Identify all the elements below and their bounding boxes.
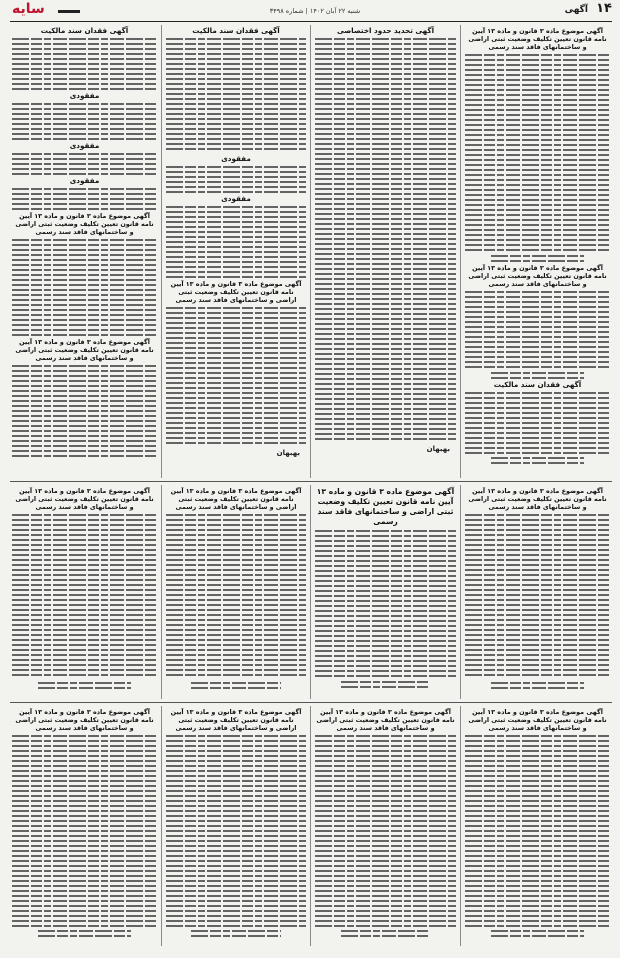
notice-body-text — [12, 365, 157, 457]
notice-heading: مفقودی — [69, 91, 100, 100]
city-name: بهبهان — [426, 445, 450, 453]
notice-body-text — [465, 392, 610, 454]
notice-body-text — [166, 514, 306, 679]
notice-heading: آگهی موضوع ماده ۳ قانون و ماده ۱۳ آیین نامه قانون تعیین تکلیف وضعیت ثبتی اراضی و ساختمانهای فاقد سند رسمی — [468, 27, 607, 51]
notice-signature — [491, 682, 583, 689]
notice-body-text — [12, 103, 157, 140]
notice-heading: آگهی موضوع ماده ۳ قانون و ماده ۱۳ آیین نامه قانون تعیین تکلیف وضعیت ثبتی اراضی و ساختمانهای فاقد سند رسمی — [15, 212, 154, 236]
notice-signature — [491, 930, 583, 937]
notice-heading: آگهی فقدان سند مالکیت — [40, 26, 129, 35]
notice-heading: آگهی موضوع ماده ۳ قانون و ماده ۱۳ آیین نامه قانون تعیین تکلیف وضعیت ثبتی اراضی و ساختمانهای فاقد سند رسمی — [316, 487, 455, 526]
column-divider — [310, 706, 311, 946]
notice-column — [313, 706, 458, 946]
column-divider — [161, 485, 162, 699]
notice-body-text — [465, 291, 610, 369]
notice-heading: آگهی موضوع ماده ۳ قانون و ماده ۱۳ آیین نامه قانون تعیین تکلیف وضعیت ثبتی اراضی و ساختمانهای فاقد سند رسمی — [468, 487, 607, 511]
notice-column — [313, 485, 458, 699]
notice-signature — [191, 930, 280, 937]
notice-body-text — [166, 38, 306, 153]
notice-body-text — [12, 188, 157, 210]
notice-heading: آگهی موضوع ماده ۳ قانون و ماده ۱۳ آیین نامه قانون تعیین تکلیف وضعیت ثبتی اراضی و ساختمانهای فاقد سند رسمی — [15, 708, 154, 732]
notice-body-text — [166, 735, 306, 927]
notice-signature — [341, 930, 431, 937]
notice-body-text — [166, 206, 306, 278]
notice-body-text — [465, 54, 610, 252]
notice-heading: آگهی موضوع ماده ۳ قانون و ماده ۱۳ آیین نامه قانون تعیین تکلیف وضعیت ثبتی اراضی و ساختمانهای فاقد سند رسمی — [170, 487, 302, 511]
notice-body-text — [166, 307, 306, 447]
notice-signature — [191, 682, 280, 689]
notice-signature — [341, 681, 431, 688]
notice-body-text — [12, 153, 157, 175]
notice-column — [10, 706, 159, 946]
notice-heading: آگهی تحدید حدود اختصاصی — [336, 26, 435, 35]
notice-body-text — [12, 239, 157, 336]
notice-column — [164, 706, 308, 946]
section-title: آگهی — [564, 5, 588, 15]
notice-heading: آگهی موضوع ماده ۳ قانون و ماده ۱۳ آیین نامه قانون تعیین تکلیف وضعیت ثبتی اراضی و ساختمانهای فاقد سند رسمی — [468, 264, 607, 288]
notice-heading: آگهی موضوع ماده ۳ قانون و ماده ۱۳ آیین نامه قانون تعیین تکلیف وضعیت ثبتی اراضی و ساختمانهای فاقد سند رسمی — [170, 708, 302, 732]
page-number: ۱۴ — [596, 1, 612, 16]
notice-signature — [38, 930, 130, 937]
notice-body-text — [315, 735, 456, 927]
notice-heading: آگهی موضوع ماده ۳ قانون و ماده ۱۳ آیین نامه قانون تعیین تکلیف وضعیت ثبتی اراضی و ساختمانهای فاقد سند رسمی — [468, 708, 607, 732]
notice-heading: آگهی موضوع ماده ۳ قانون و ماده ۱۳ آیین نامه قانون تعیین تکلیف وضعیت ثبتی اراضی و ساختمانهای فاقد سند رسمی — [316, 708, 455, 732]
notice-column — [313, 25, 458, 478]
notice-column — [463, 25, 612, 478]
notice-signature — [491, 255, 583, 262]
logo-mark — [58, 10, 80, 13]
notice-column — [463, 485, 612, 699]
notice-column — [10, 485, 159, 699]
notice-body-text — [12, 514, 157, 679]
notice-column — [164, 25, 308, 478]
notice-heading: آگهی موضوع ماده ۳ قانون و ماده ۱۳ آیین نامه قانون تعیین تکلیف وضعیت ثبتی اراضی و ساختمانهای فاقد سند رسمی — [170, 280, 302, 304]
notice-column — [164, 485, 308, 699]
issue-date-line: شنبه ۲۲ آبان ۱۴۰۲ | شماره ۳۴۹۸ — [269, 7, 361, 15]
notice-body-text — [465, 514, 610, 679]
notice-signature — [491, 457, 583, 464]
header-rule — [10, 21, 612, 22]
notice-heading: آگهی موضوع ماده ۳ قانون و ماده ۱۳ آیین نامه قانون تعیین تکلیف وضعیت ثبتی اراضی و ساختمانهای فاقد سند رسمی — [15, 338, 154, 362]
notice-heading: مفقودی — [69, 176, 100, 185]
city-name: بهبهان — [276, 449, 300, 457]
notice-heading: آگهی فقدان سند مالکیت — [493, 380, 582, 389]
notice-heading: مفقودی — [221, 154, 251, 163]
notice-body-text — [12, 735, 157, 927]
notice-signature — [491, 372, 583, 379]
column-divider — [310, 485, 311, 699]
column-divider — [460, 706, 461, 946]
notice-body-text — [12, 38, 157, 90]
notice-column — [10, 25, 159, 478]
notice-body-text — [315, 530, 456, 678]
notice-heading: آگهی موضوع ماده ۳ قانون و ماده ۱۳ آیین نامه قانون تعیین تکلیف وضعیت ثبتی اراضی و ساختمانهای فاقد سند رسمی — [15, 487, 154, 511]
column-divider — [161, 25, 162, 478]
section-rule — [10, 481, 612, 482]
notice-heading: آگهی فقدان سند مالکیت — [192, 26, 280, 35]
notice-column — [463, 706, 612, 946]
page-header — [10, 2, 612, 20]
column-divider — [460, 485, 461, 699]
notice-body-text — [465, 735, 610, 927]
column-divider — [460, 25, 461, 478]
notice-heading: مفقودی — [69, 141, 100, 150]
column-divider — [310, 25, 311, 478]
notice-signature — [38, 682, 130, 689]
notice-body-text — [315, 38, 456, 443]
notice-heading: مفقودی — [221, 194, 251, 203]
column-divider — [161, 706, 162, 946]
notice-body-text — [166, 166, 306, 193]
section-rule — [10, 702, 612, 703]
newspaper-logo: سایه — [12, 1, 45, 17]
